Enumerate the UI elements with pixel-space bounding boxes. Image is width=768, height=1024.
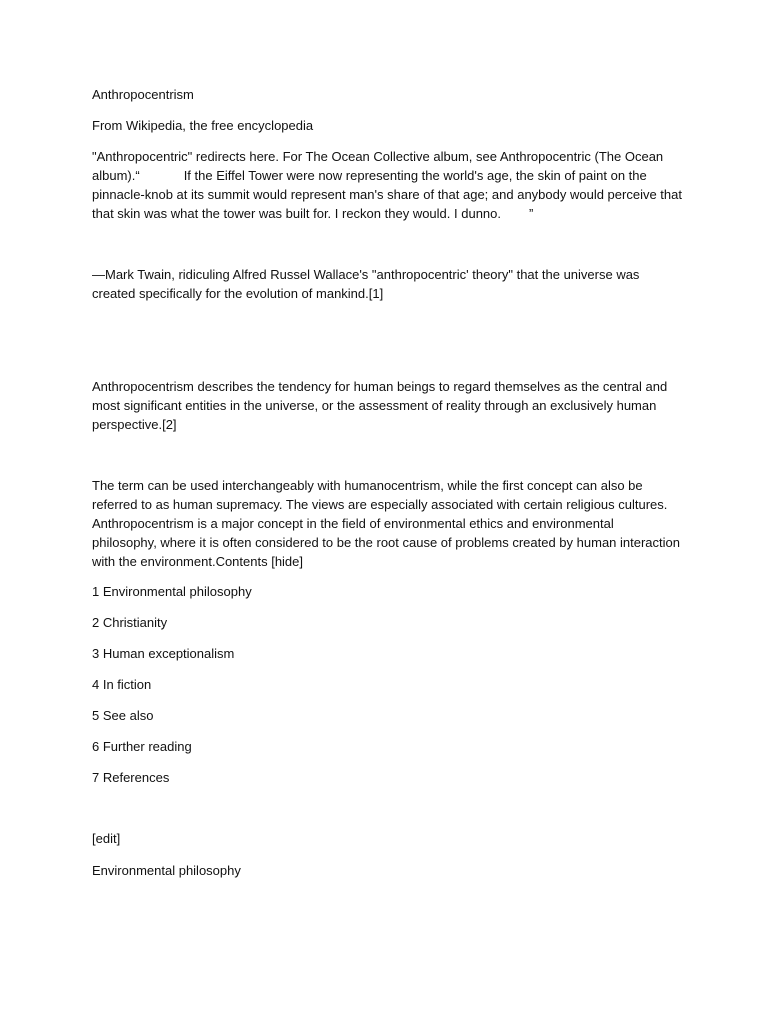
section-heading: Environmental philosophy xyxy=(92,863,241,878)
edit-link[interactable]: [edit] xyxy=(92,831,121,846)
redirect-note: "Anthropocentric" redirects here. For The Ocean Collective album, see Anthropocentric (The Ocean album).“ xyxy=(92,149,664,183)
toc-item-human-exceptionalism[interactable]: 3 Human exceptionalism xyxy=(92,646,235,661)
toc-item-references[interactable]: 7 References xyxy=(92,770,170,785)
toc-item-christianity[interactable]: 2 Christianity xyxy=(92,615,168,630)
quote-close-mark: ” xyxy=(529,206,534,221)
quote-attribution: —Mark Twain, ridiculing Alfred Russel Wallace's "anthropocentric' theory" that the universe was created specifically for the evolution of mankind.[1] xyxy=(92,267,640,301)
intro-paragraph: Anthropocentrism describes the tendency for human beings to regard themselves as the central and most significant entities in the universe, or the assessment of reality through an exclusively human perspective.[2] xyxy=(92,379,668,432)
page-title: Anthropocentrism xyxy=(92,87,194,102)
toc-item-see-also[interactable]: 5 See also xyxy=(92,708,154,723)
page-subtitle: From Wikipedia, the free encyclopedia xyxy=(92,118,314,133)
terminology-paragraph: The term can be used interchangeably with humanocentrism, while the first concept can also be referred to as human supremacy. The views are especially associated with certain religious cultures. Anthropocentrism is a major concept in the field of environmental ethics and environmental philosophy, where it is often considered to be the root cause of problems created by human interaction with the environment.Contents [hide] xyxy=(92,478,680,569)
toc-item-further-reading[interactable]: 6 Further reading xyxy=(92,739,192,754)
twain-quote: If the Eiffel Tower were now representing the world's age, the skin of paint on the pinnacle-knob at its summit would represent man's share of that age; and anybody would perceive that that skin was what the tower was built for. I reckon they would. I dunno. xyxy=(92,168,682,221)
redirect-and-quote-paragraph xyxy=(92,147,682,223)
toc-item-in-fiction[interactable]: 4 In fiction xyxy=(92,677,152,692)
toc-item-environmental-philosophy[interactable]: 1 Environmental philosophy xyxy=(92,584,252,599)
